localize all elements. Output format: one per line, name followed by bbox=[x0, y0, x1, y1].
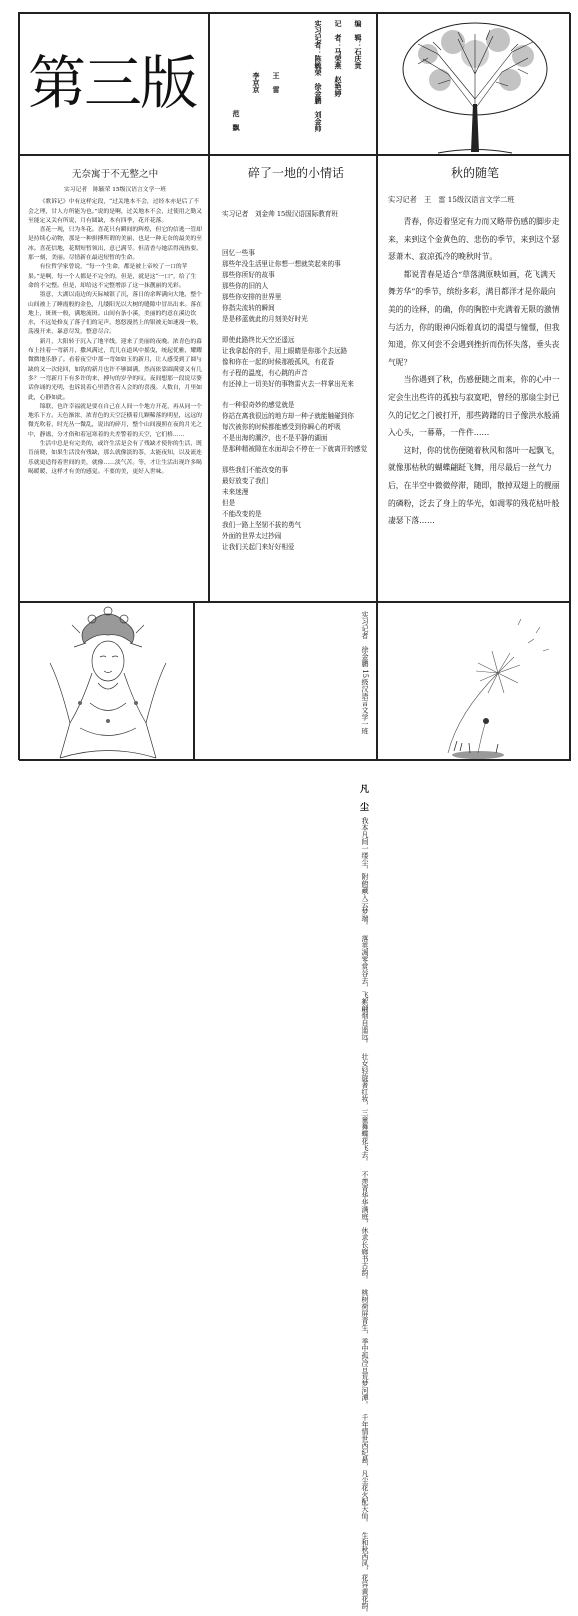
poem-line: 有子程的温度，有心跳的声音 bbox=[222, 369, 308, 377]
paragraph: 这时，你的忧伤便随着秋风和落叶一起飘飞，就像那枯秋的蝴蝶翩跹飞舞，用尽最后一丝气力后，在半空中微微停滞，随即，散掉双翅上的靓丽的磷粉，泛去了身上的华光，如凋零的残花枯叶般凄瑟下落…… bbox=[388, 445, 560, 526]
poem-line: 那些年没生活里让你想一想就笑起来的事 bbox=[222, 260, 341, 268]
poem-line: 那些你的旧的人 bbox=[222, 282, 269, 290]
dandelion-icon bbox=[378, 603, 572, 762]
article-love-words bbox=[209, 155, 377, 602]
paragraph: 都说青春是适合“草落满原映如画，花飞满天舞芳华”的季节，缤纷多彩，满目都洋才是你最向美的的诠释，的确，你的胸腔中充满着无限的激情与活力，你的眼神闪烁着真切的渴望与憧憬，但我知道，你又何尝不会遇到挫折而伤怀失落，垂头丧气呢？ bbox=[388, 269, 560, 367]
poem-line: 我们一路上坚韧不拔的勇气 bbox=[222, 521, 302, 529]
article-byline: 实习记者 刘金帅 15级汉语国际教育班 bbox=[222, 210, 338, 218]
tree-illustration-box bbox=[377, 13, 571, 155]
poem-line: 未来迷漫 bbox=[222, 488, 249, 496]
article-byline: 实习记者 陈毓荣 15级汉语言文学一班 bbox=[64, 187, 166, 193]
poem-line: 我本凡间一缕尘，附俯藏入云梦端。 bbox=[361, 817, 369, 930]
poem-line: 每次被你的时候都能感受到你瞬心的呼吸 bbox=[222, 423, 341, 431]
poem-line: 是是移蓝就此的月刻美好时光 bbox=[222, 315, 308, 323]
poem-line: 但是 bbox=[222, 499, 236, 507]
poem-stanza bbox=[222, 248, 370, 325]
article-title: 碎了一地的小情话 bbox=[247, 166, 344, 180]
article-title: 凡 尘 bbox=[358, 784, 368, 812]
article-byline: 实习记者 徐金鹏 15级汉语言文学一班 bbox=[361, 611, 369, 735]
poem-line: 是那种精被隙在水面却会不停在一下就离开的感觉 bbox=[222, 445, 368, 453]
paragraph: 墨意，大湖以南边的天际城银了沉，落日的余晖满向大地，整个山间被上了睡霞般的金色，几缕阳光以大树的缝隙中冒出出来。落在地上，斑斑一般，满地流斑。山间有条小溪，美丽的约意在溪边饮水，不远处修友了落子们的足声，悠悠漫然上的银被无如速漫一般，荡漫开来，暴意尽发，整意尽合。 bbox=[28, 292, 202, 336]
poem-line: 有一种很奇妙的感觉就是 bbox=[222, 401, 295, 409]
credit-wang-lei: 王 雷 bbox=[272, 72, 281, 93]
poem-line: 不是出海的潮汐，也不是平静的湖面 bbox=[222, 434, 328, 442]
credit-reporters: 记 者：马荣燕 赵艳婷 bbox=[334, 20, 343, 97]
poem-line: 回忆一些事 bbox=[222, 249, 255, 257]
poem-line: 桃树荷屏青生，季中孤冷亘荒梦河潭。 bbox=[361, 1289, 369, 1409]
paragraph: 生活中总是有完美的，或许生活是会有了残缺才使你的生活，既肯前晓，如果生活没有残缺，那么就像淡的茶，太能夜知，以及流连乐就更适得着世间的美，就像……淡气苦。等，才让生活出现许多喝喝暖暖，这样才有美的感觉。不要的美，更好入世味。 bbox=[28, 441, 202, 475]
poem-stanza bbox=[222, 335, 370, 390]
poem-line: 你指尖流转的瞬间 bbox=[222, 304, 275, 312]
credit-intern-reporters: 实习记者：陈毓荣 徐金鹏 刘金帅 bbox=[314, 20, 323, 132]
poem-stanza bbox=[222, 465, 370, 553]
poem-line: 让我们关起门来好好相爱 bbox=[222, 543, 295, 551]
paragraph: 新月，大阳转于沉入了地平线，迎来了美丽的夜晚。浓青色的幕布上挂着一弯新月，撒风满过，荒儿在道风中摇曳，统起优雅，耀耀微微地乐静了。看着夜空中那一弯如如玉的新月，让人感受到了圆与缺的又一次轮回，如钩的新月也许不够圆满，然而依靠圆满要又有几多？一弯新月下有多许的来，搏句的岁孕的叹。夜间想那一段说尽婆话你诵的光明，也诉说着心里潜含着人会的的喜漫。人数自，月里如此，心静如此。 bbox=[28, 338, 202, 401]
poem-columns bbox=[357, 611, 370, 1616]
poem-line: 有还掉上一切美好的事物雷火去一样掌出光来 bbox=[222, 380, 354, 388]
paragraph: 《歌诉记》中有这样定段，“过关地本不会，过经本亦是后了不会之理，甘人方所能为也。”说的是啊，过关地本不会，过使用之勤又至能定又关有所说，月有圆缺，本有四季，花开花落。 bbox=[28, 199, 202, 224]
poem-line: 那些你所好的故事 bbox=[222, 271, 275, 279]
article-body bbox=[28, 198, 202, 477]
poem-line: 不羡青华华满庭，休求长廊书古韵。 bbox=[361, 1171, 369, 1284]
paragraph: 青春，你迈着坚定有力而又略带伤感的脚步走来，来到这个金黄色的、悲伤的季节，来到这个瑟瑟萧木、寂凉孤冷的晚秋时节。 bbox=[388, 217, 560, 262]
article-body bbox=[388, 213, 562, 530]
poem-line: 落英凋零赏谷去，飞絮翩烟自遥远。 bbox=[361, 935, 369, 1048]
paragraph: 喜花一现，只为冬花。喜花只有瞬间的辉煌，但它的信逃一管却是持续心动物，那是一种拼搏所谓的美丽，也是一种无奈的最美的至冰。喜花信地，花期短暂领出，意已满节。但清香与她活得流热要。那一刻，美丽。尽情新在最迟短暂的生命。 bbox=[28, 227, 202, 262]
poem-line: 生和秋西风，花异黄花韵。 bbox=[361, 1532, 369, 1616]
newspaper-page bbox=[18, 12, 570, 1616]
poem-line: 像和你在一起的时候那般孤风，有花香 bbox=[222, 358, 335, 366]
paragraph: 锦联，也许幸福就是要在自己在人间一个地方开花，再从同一个地乐下方。天色渐浓，浓青色的天空泛横着几颗稀落的明星，远远的微光吹着，时光丛一微乱，说出的碎月，整个山间漫照在夜的月光之中，静谧，分才俗和着冠寒着的夫差警着的天空，它们格…… bbox=[28, 403, 202, 438]
staff-credits bbox=[209, 13, 377, 155]
tree-icon bbox=[378, 14, 572, 156]
article-mortal-world bbox=[194, 602, 377, 1616]
poem-line: 让我拿起你的手，用上眼睛是你那个去远路 bbox=[222, 347, 348, 355]
poem-line: 那些我们不能改变的事 bbox=[222, 466, 288, 474]
paragraph: 当你遇到了秋，伤感便随之而来，你的心中一定会生出些许的孤独与寂寞吧，曾经的那扇尘封已久的记忆之门被打开，那些踌躇的日子像洪水般涌入心头，一幕幕，一件件…… bbox=[388, 375, 560, 438]
credit-fan-piao: 范 飘 bbox=[232, 110, 241, 131]
poem-line: 你站在离我很远的地方却一种子就能触碰到你 bbox=[222, 412, 354, 420]
credit-editor: 编 辑：石庆贵 bbox=[354, 20, 363, 69]
opera-woman-icon bbox=[20, 603, 195, 762]
article-imperfection bbox=[19, 155, 209, 602]
poem-stanza bbox=[222, 400, 370, 455]
article-autumn-essay bbox=[377, 155, 571, 602]
article-title: 无奈寓于不无整之中 bbox=[71, 169, 159, 180]
opera-figure-illustration bbox=[19, 602, 194, 761]
poem-line: 即使此路终比天空还遥远 bbox=[222, 336, 295, 344]
edition-masthead bbox=[19, 13, 209, 155]
poem-line: 最好放变了我们 bbox=[222, 477, 269, 485]
poem-line: 外面的世界太过抄闹 bbox=[222, 532, 282, 540]
paragraph: 有位哲学家曾说，“每一个生命，都是被上帝咬了一口的苹果。”是啊，每一个人都是不完全的，但是，就是这“一口”，给了生命的不完整。但是，却给这不完整增添了这一抹靓丽的光彩。 bbox=[28, 264, 197, 289]
poem-line: 那些你安排的世界里 bbox=[222, 293, 282, 301]
dandelion-illustration-box bbox=[377, 602, 571, 761]
poem-body bbox=[222, 248, 370, 553]
poem-line: 壮女轻旋著红妆，三童舞蝶花飞去。 bbox=[361, 1053, 369, 1166]
article-title: 秋的随笔 bbox=[450, 166, 499, 180]
poem-line: 不能改变的是 bbox=[222, 510, 262, 518]
edition-title: 第三版 bbox=[28, 49, 197, 117]
article-byline: 实习记者 王 雷 15级汉语言文学二班 bbox=[388, 195, 515, 204]
credit-li-jingjing: 李京京 bbox=[252, 72, 261, 93]
poem-line: 千年情世西纪悬，凡尘花火配天仙。 bbox=[361, 1414, 369, 1527]
